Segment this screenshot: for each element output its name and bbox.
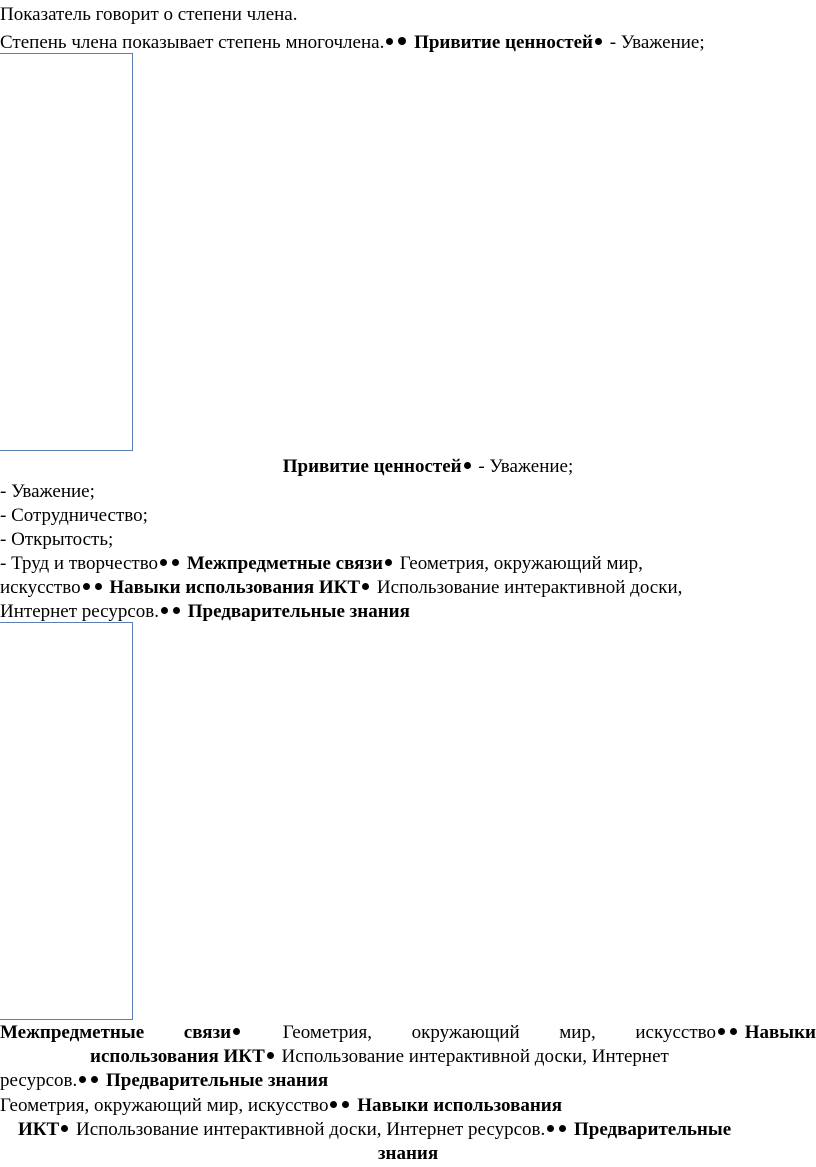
bullet-icon xyxy=(173,607,180,614)
list-item xyxy=(0,528,113,552)
values-heading-centered-line xyxy=(0,455,816,479)
bullet-icon xyxy=(464,462,471,469)
respect-item: - Уважение; xyxy=(609,32,705,53)
bullet-icon xyxy=(161,607,168,614)
prior-knowledge-heading-cont: знания xyxy=(377,1143,439,1164)
interdisciplinary-heading-word: связи xyxy=(183,1022,232,1043)
degree-sentence: Степень члена показывает степень многочлена. xyxy=(0,32,385,53)
bullet-icon xyxy=(330,1101,337,1108)
bullet-icon xyxy=(730,1028,737,1035)
bullet-icon xyxy=(172,559,179,566)
text-line xyxy=(90,1045,669,1069)
bullet-icon xyxy=(718,1028,725,1035)
text-line-2 xyxy=(0,31,705,55)
bullet-icon xyxy=(362,583,369,590)
bullet-icon xyxy=(61,1125,68,1132)
bullet-icon xyxy=(91,1076,98,1083)
bullet-icon xyxy=(233,1028,240,1035)
values-heading: Привитие ценностей xyxy=(282,456,462,477)
ict-heading: Навыки использования ИКТ xyxy=(109,577,361,598)
bullet-icon xyxy=(398,37,406,45)
list-item xyxy=(0,504,148,528)
text-word: искусство xyxy=(635,1022,716,1043)
text-line xyxy=(0,600,410,624)
ict-heading-word: Навыки xyxy=(744,1022,816,1043)
text-line-1 xyxy=(0,3,298,27)
text-line-centered xyxy=(0,1142,816,1166)
interdisciplinary-text: Геометрия, окружающий мир, искусство xyxy=(0,1095,329,1116)
text-word: окружающий xyxy=(411,1022,520,1043)
text-word: Геометрия, xyxy=(282,1022,373,1043)
bullet-icon xyxy=(79,1076,86,1083)
justified-line xyxy=(0,1021,816,1045)
prior-knowledge-heading: Предварительные знания xyxy=(187,601,410,622)
bullet-icon xyxy=(595,38,602,45)
bullet-icon xyxy=(342,1101,349,1108)
interdisciplinary-text: Геометрия, окружающий мир, xyxy=(399,553,643,574)
list-item-openness: - Открытость; xyxy=(0,529,114,550)
prior-knowledge-heading: Предварительные знания xyxy=(106,1070,329,1091)
list-item-respect: - Уважение; xyxy=(0,481,95,502)
text-line xyxy=(18,1118,731,1142)
ict-text-cont: ресурсов. xyxy=(0,1070,78,1091)
ict-text: Использование интерактивной доски, Интернет xyxy=(281,1046,669,1067)
exponent-sentence: Показатель говорит о степени члена. xyxy=(0,4,298,25)
bullet-icon xyxy=(547,1125,554,1132)
list-item xyxy=(0,480,95,504)
bullet-icon xyxy=(95,583,102,590)
text-line xyxy=(0,1094,562,1118)
text-line xyxy=(0,576,682,600)
ict-text: Использование интерактивной доски, Интернет ресурсов. xyxy=(75,1119,546,1140)
ict-text-cont: Интернет ресурсов. xyxy=(0,601,160,622)
list-item xyxy=(0,552,643,576)
bullet-icon xyxy=(385,559,392,566)
list-item-work-creativity: - Труд и творчество xyxy=(0,553,159,574)
empty-frame-1 xyxy=(0,53,133,451)
ict-text: Использование интерактивной доски, xyxy=(376,577,683,598)
interdisciplinary-heading-word: Межпредметные xyxy=(0,1022,145,1043)
bullet-icon xyxy=(267,1052,274,1059)
respect-item: - Уважение; xyxy=(478,456,574,477)
bullet-icon xyxy=(83,583,90,590)
text-word: мир, xyxy=(559,1022,596,1043)
interdisciplinary-text-cont: искусство xyxy=(0,577,81,598)
text-line xyxy=(0,1069,328,1093)
empty-frame-2 xyxy=(0,622,133,1020)
bullet-icon xyxy=(559,1125,566,1132)
ict-heading: Навыки использования xyxy=(357,1095,563,1116)
prior-knowledge-heading: Предварительные xyxy=(574,1119,732,1140)
bullet-icon xyxy=(160,559,167,566)
ict-heading-cont: ИКТ xyxy=(18,1119,60,1140)
bullet-icon xyxy=(386,38,393,45)
interdisciplinary-heading: Межпредметные связи xyxy=(186,553,383,574)
list-item-cooperation: - Сотрудничество; xyxy=(0,505,148,526)
values-heading: Привитие ценностей xyxy=(414,32,593,53)
ict-heading-cont: использования ИКТ xyxy=(90,1046,265,1067)
